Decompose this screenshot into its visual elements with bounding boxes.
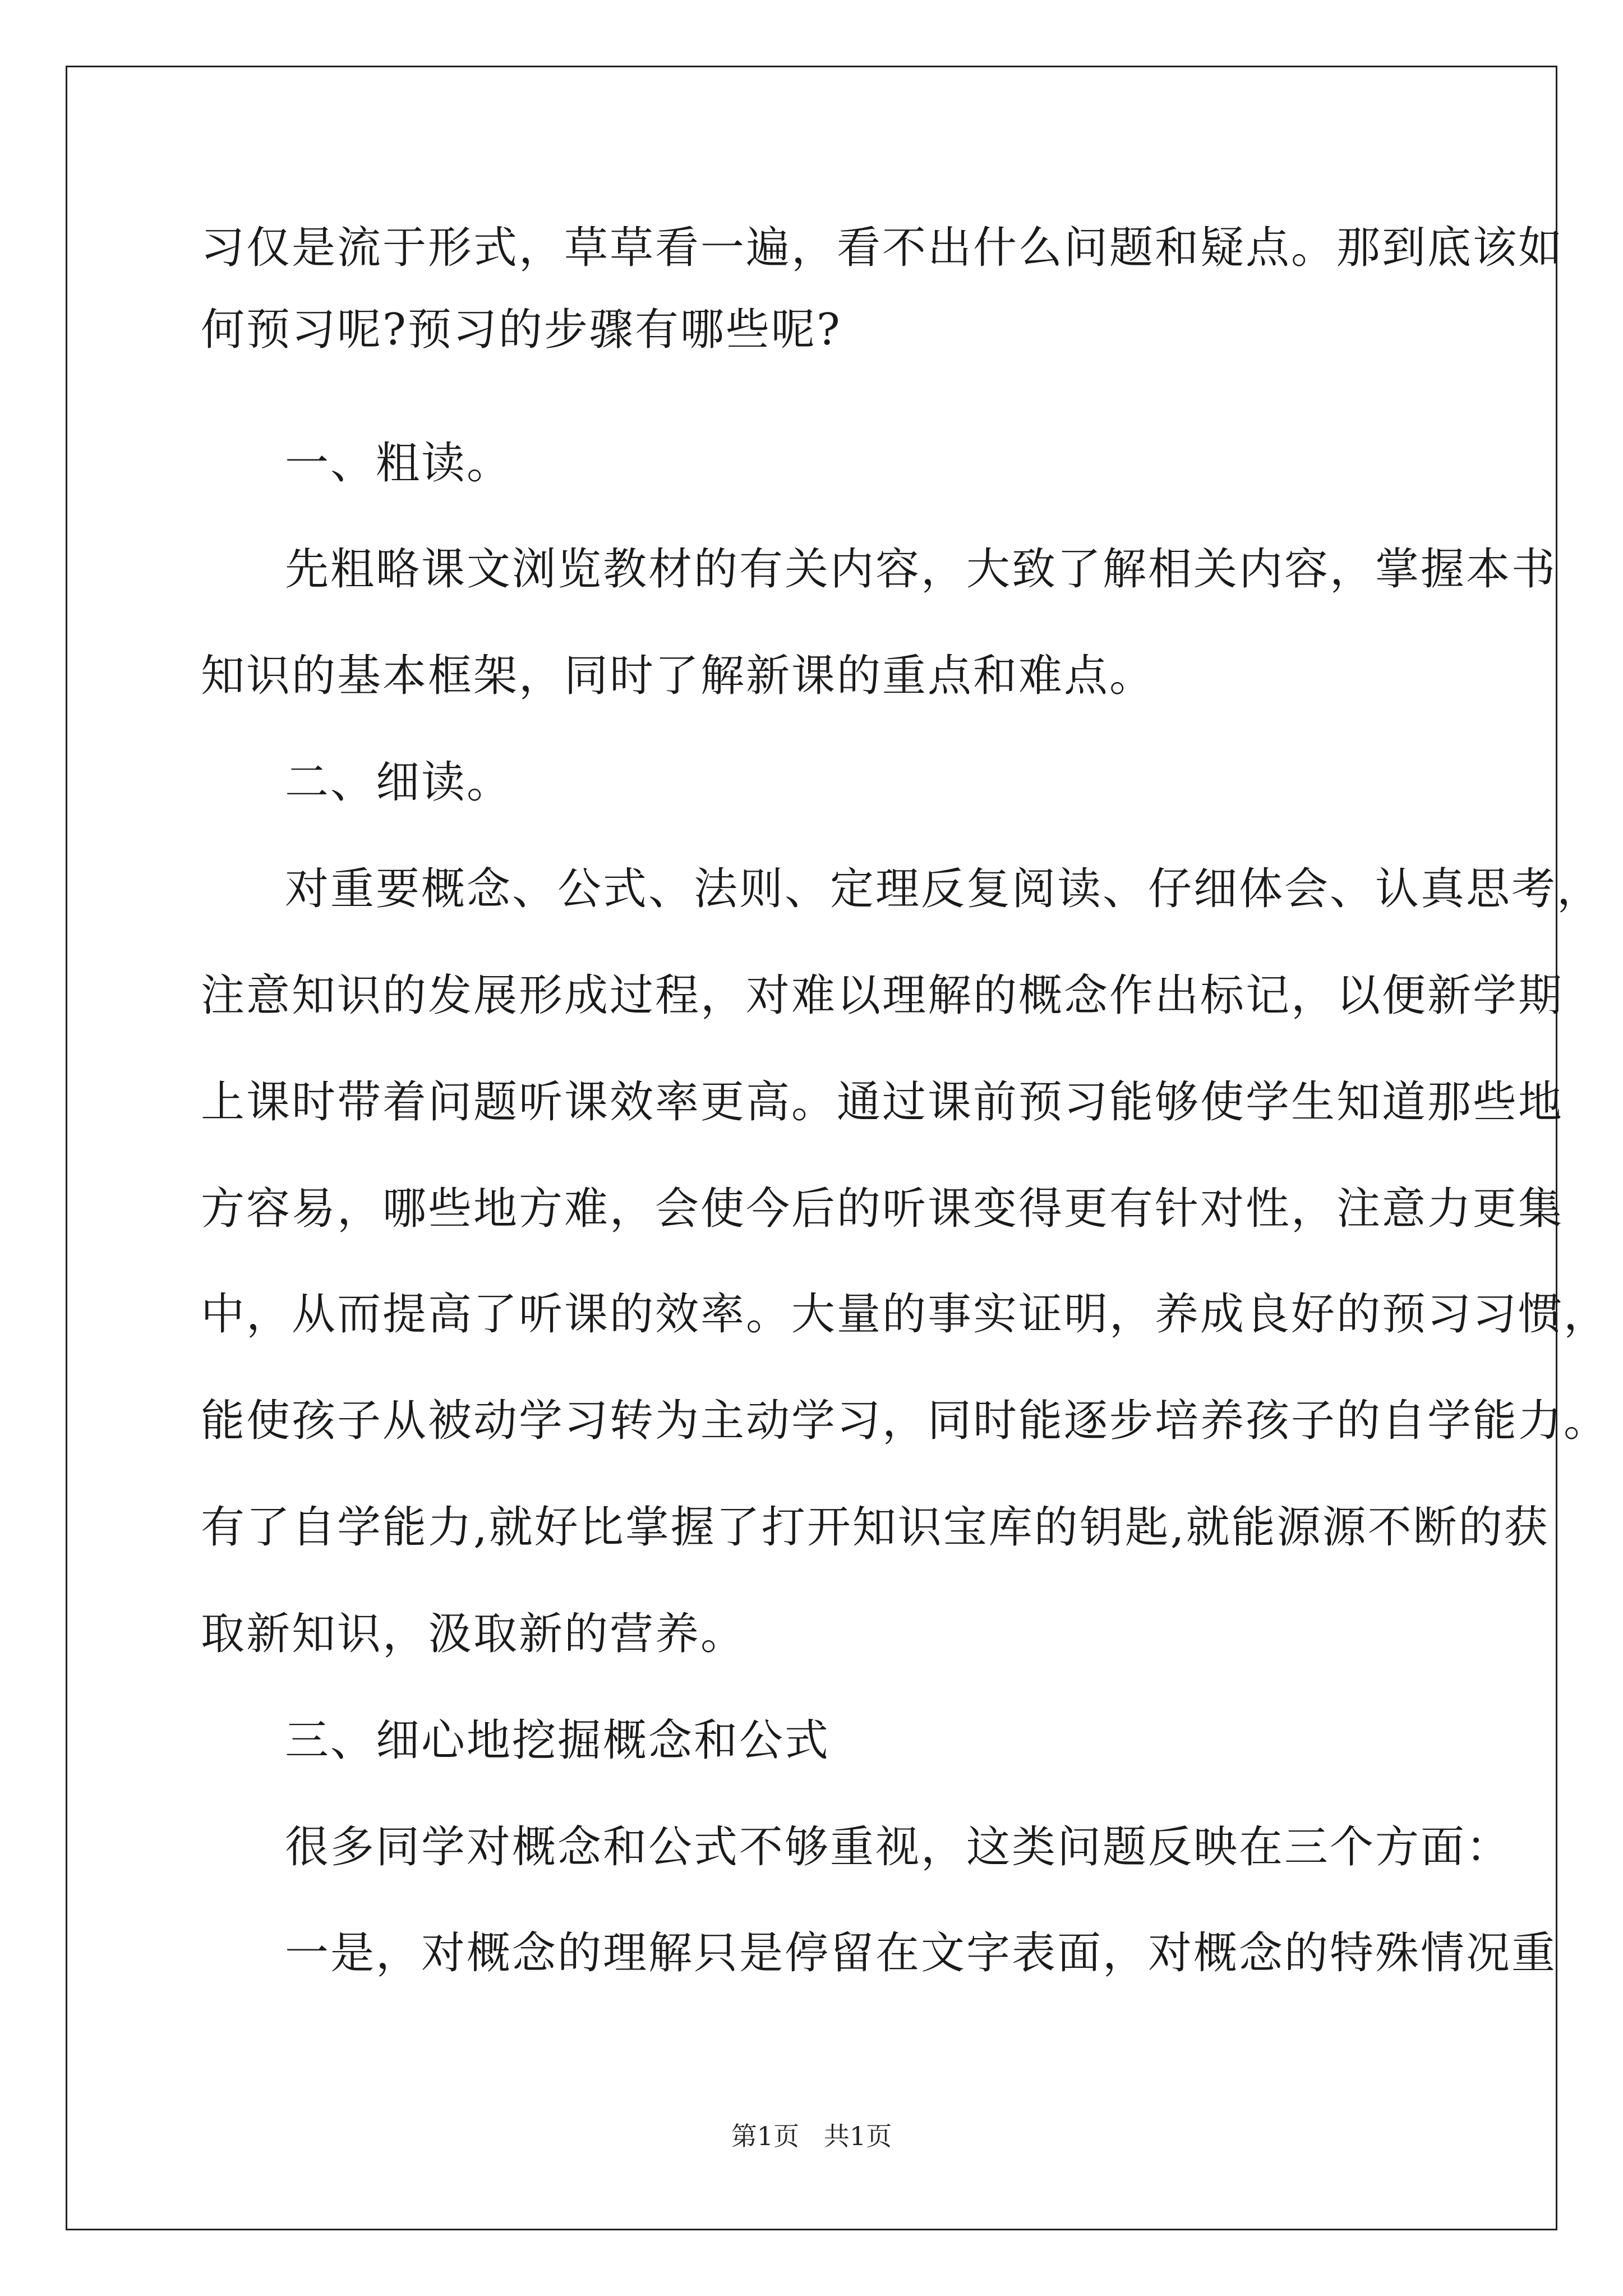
text-line-7: 对重要概念、公式、法则、定理反复阅读、仔细体会、认真思考， (285, 864, 1603, 914)
text-line-16: 很多同学对概念和公式不够重视，这类问题反映在三个方面： (285, 1822, 1512, 1872)
section-heading-3: 三、细心地挖掘概念和公式 (285, 1715, 831, 1766)
text-line-8: 注意知识的发展形成过程，对难以理解的概念作出标记，以便新学期 (201, 970, 1564, 1021)
text-line-14: 取新知识，汲取新的营养。 (201, 1609, 746, 1659)
text-line-2: 何预习呢?预习的步骤有哪些呢? (201, 305, 842, 355)
text-line-10: 方容易，哪些地方难，会使今后的听课变得更有针对性，注意力更集 (201, 1184, 1564, 1234)
text-line-11: 中，从而提高了听课的效率。大量的事实证明，养成良好的预习习惯， (201, 1289, 1610, 1340)
text-line-4: 先粗略课文浏览教材的有关内容，大致了解相关内容，掌握本书 (285, 544, 1557, 595)
text-line-1: 习仅是流于形式，草草看一遍，看不出什么问题和疑点。那到底该如 (201, 223, 1564, 273)
text-line-9: 上课时带着问题听课效率更高。通过课前预习能够使学生知道那些地 (201, 1077, 1564, 1128)
page-border (66, 66, 1610, 2230)
text-line-5: 知识的基本框架，同时了解新课的重点和难点。 (201, 651, 1155, 701)
section-heading-1: 一、粗读。 (285, 438, 513, 489)
text-line-12: 能使孩子从被动学习转为主动学习，同时能逐步培养孩子的自学能力。 (201, 1396, 1610, 1446)
page-footer: 第1页 共1页 (731, 2121, 892, 2151)
text-line-13: 有了自学能力,就好比掌握了打开知识宝库的钥匙,就能源源不断的获 (201, 1502, 1550, 1553)
section-heading-2: 二、细读。 (285, 757, 513, 808)
text-line-17: 一是，对概念的理解只是停留在文字表面，对概念的特殊情况重 (285, 1928, 1557, 1978)
